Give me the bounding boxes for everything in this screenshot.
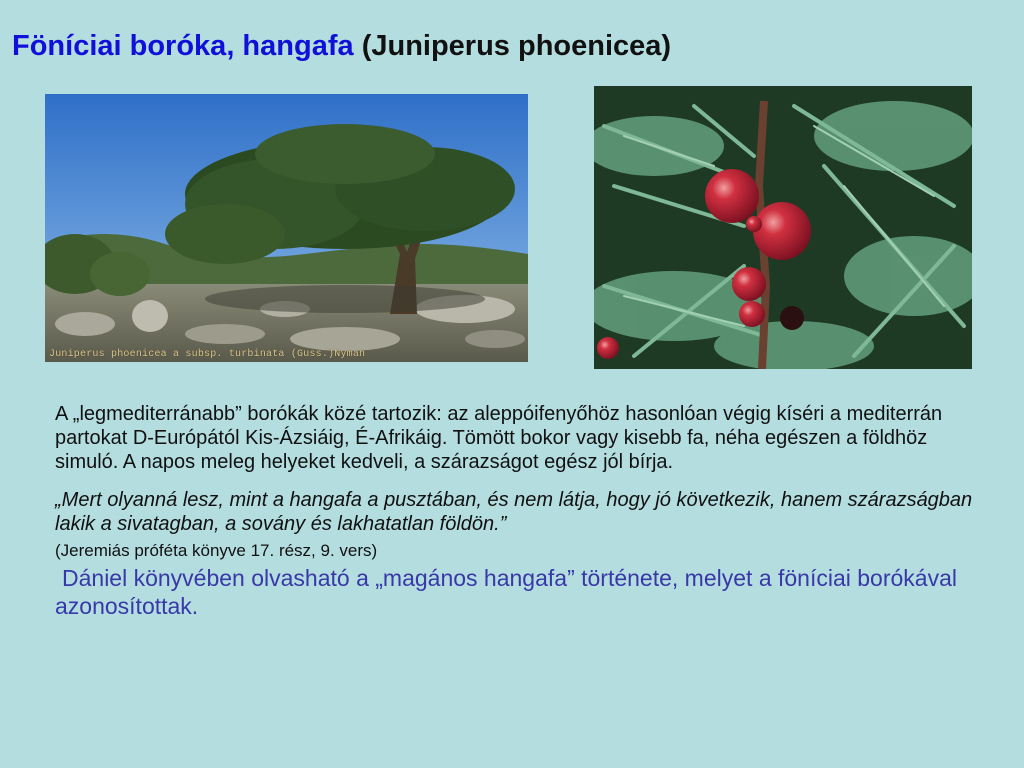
tree-photo-graphic	[45, 94, 528, 362]
quote-reference: (Jeremiás próféta könyve 17. rész, 9. vers)	[55, 541, 378, 560]
juniper-berries-photo	[594, 86, 972, 369]
title-latin-name: (Juniperus phoenicea)	[361, 30, 672, 62]
bible-quote: „Mert olyanná lesz, mint a hangafa a pusztában, és nem látja, hogy jó következik, hanem szárazságban lakik a sivatagban, a sovány és lakhatatlan földön.”	[55, 489, 973, 535]
tree-photo-caption: Juniperus phoenicea a subsp. turbinata (Guss.)Nyman	[49, 349, 366, 360]
berries-photo-graphic	[594, 86, 972, 369]
slide-title	[12, 30, 671, 63]
body-text	[55, 402, 995, 620]
daniel-note-text: Dániel könyvében olvasható a „magános hangafa” története, melyet a föníciai borókával azonosítottak.	[55, 565, 957, 619]
daniel-note	[55, 564, 995, 620]
juniper-tree-photo	[45, 94, 528, 362]
title-common-name: Föníciai boróka, hangafa	[12, 30, 354, 62]
description-paragraph: A „legmediterránabb” borókák közé tartozik: az aleppóifenyőhöz hasonlóan végig kíséri a mediterrán partokat D-Európától Kis-Ázsiáig, É-Afrikáig. Tömött bokor vagy kisebb fa, néha egészen a földhöz simuló. A napos meleg helyeket kedveli, a szárazságot egész jól bírja.	[55, 403, 943, 473]
